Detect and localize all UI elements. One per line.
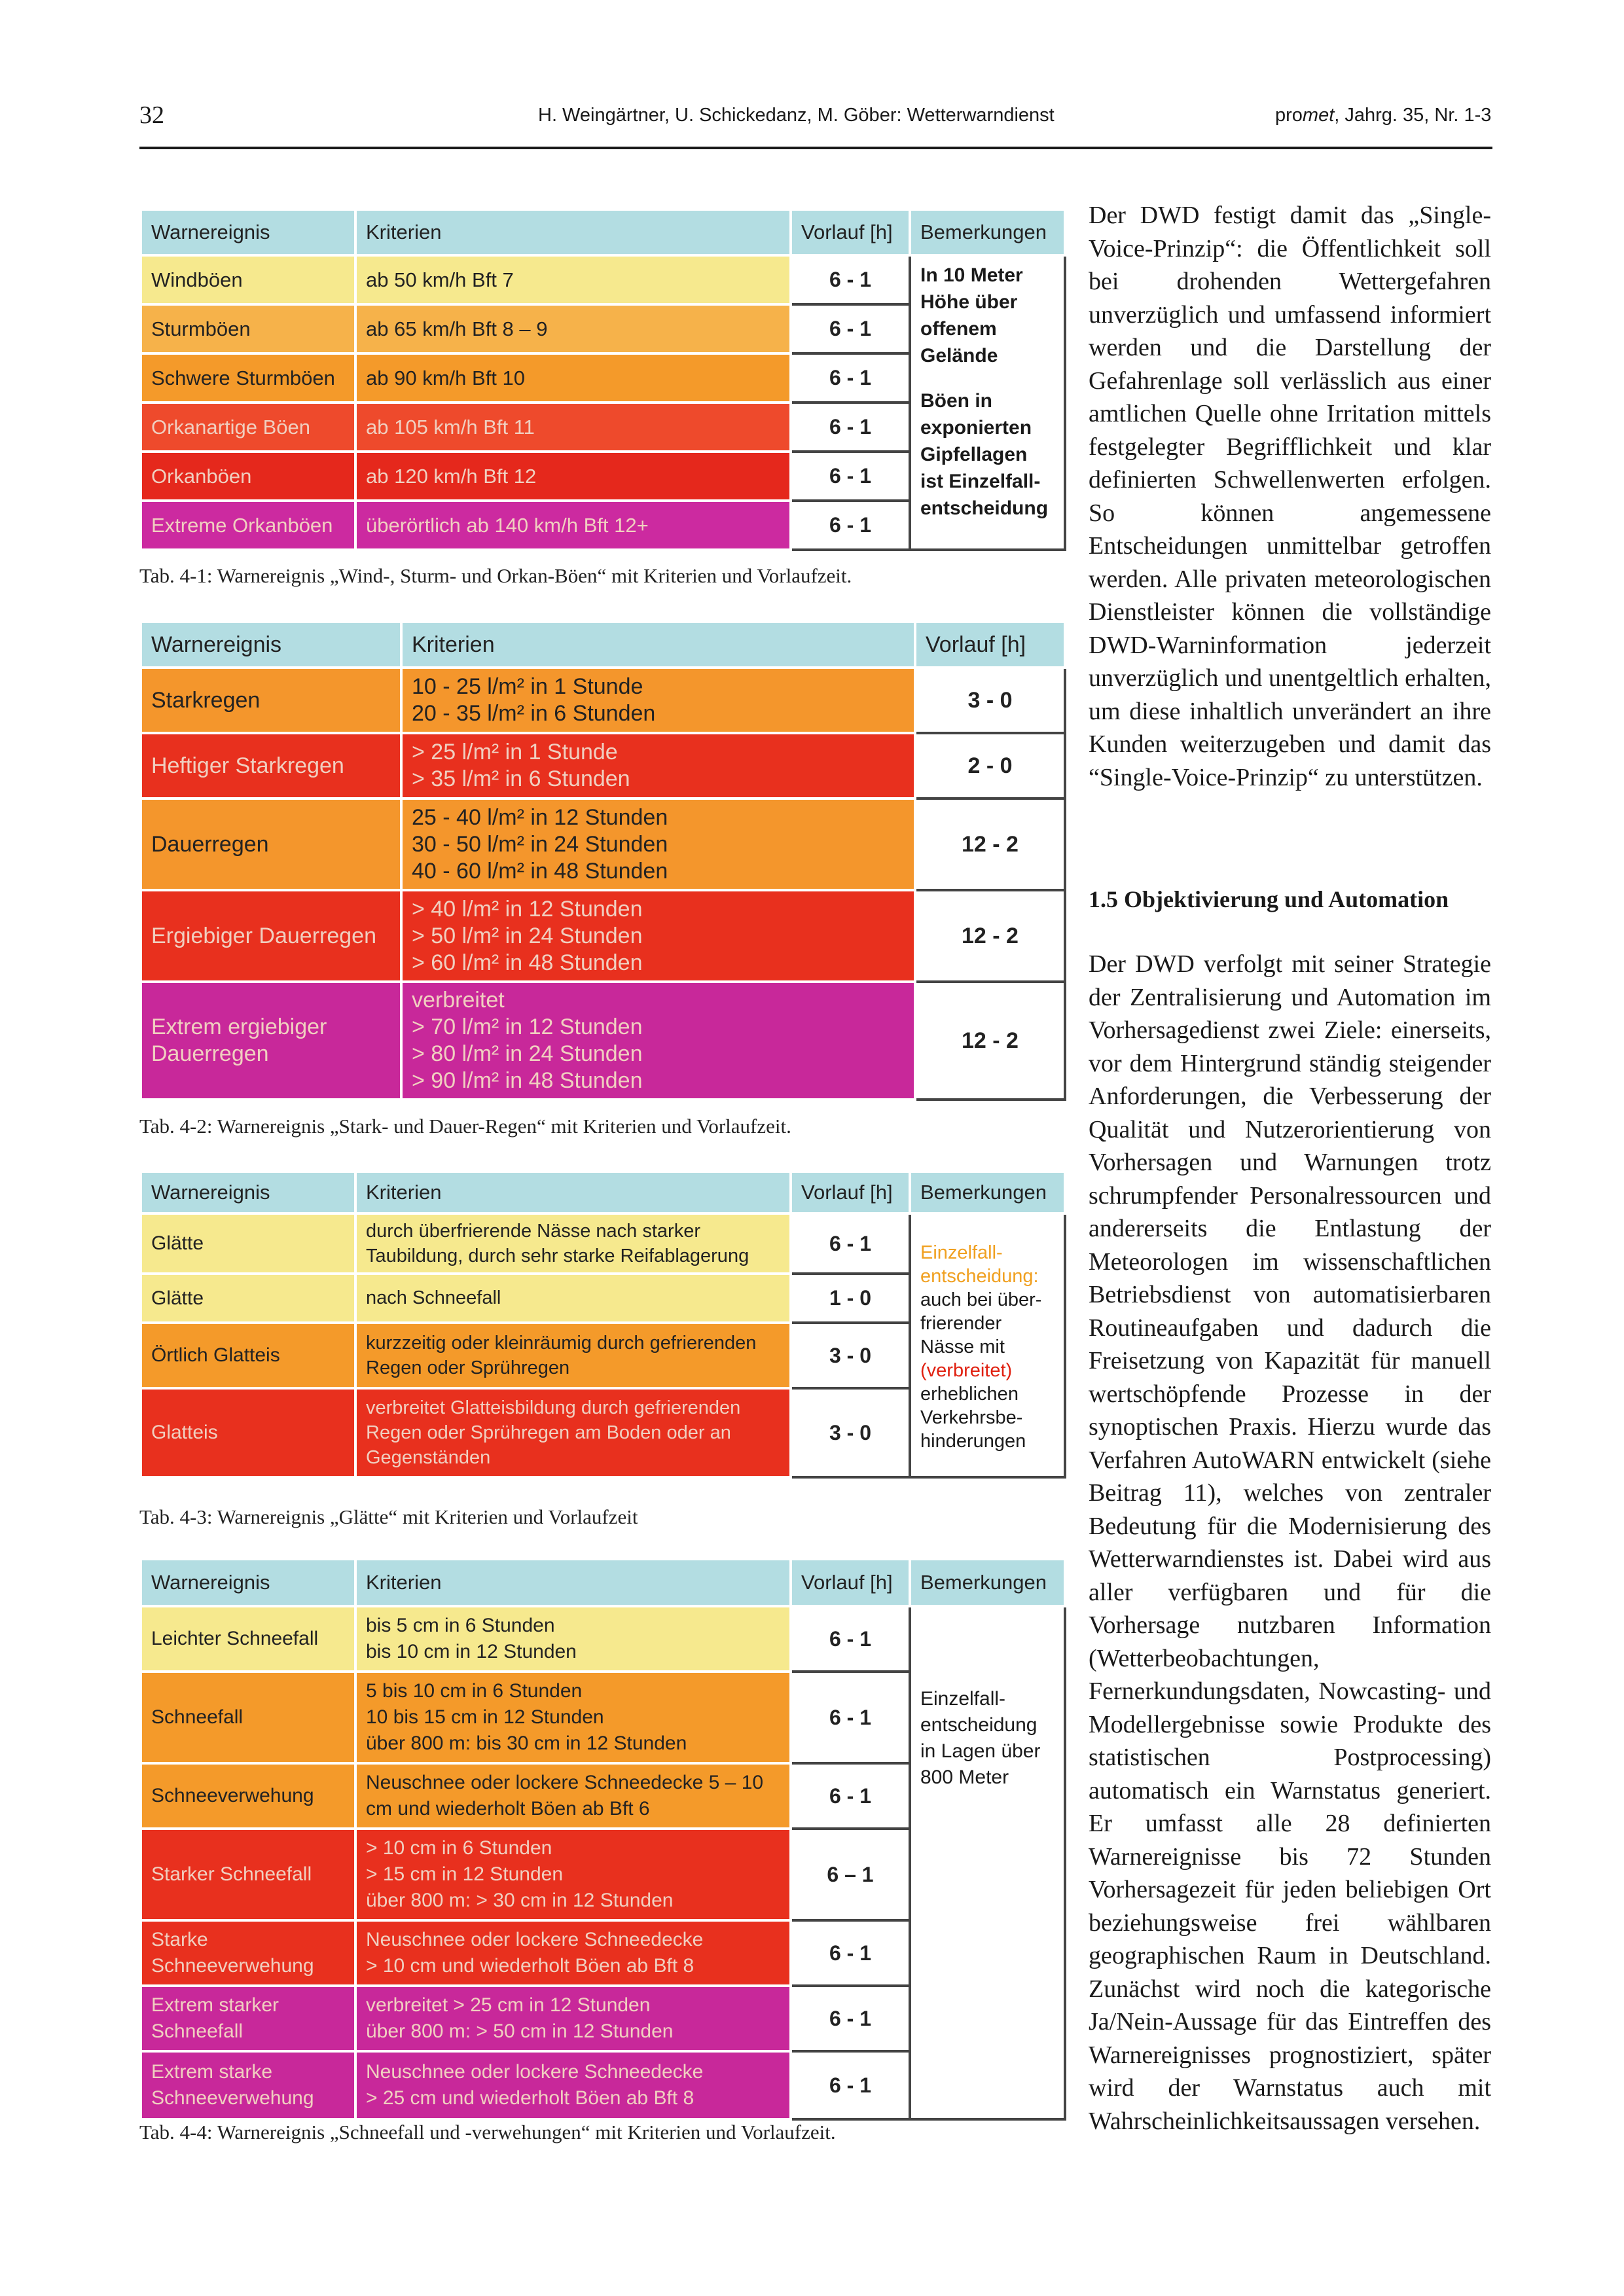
warn-criteria: Neuschnee oder lockere Schneedecke > 25 cm und wiederholt Böen ab Bft 8 [355,2051,791,2119]
table-row [141,1213,1065,1274]
lead-time: 12 - 2 [915,890,1065,982]
lead-time: 6 - 1 [791,353,910,403]
lead-time: 3 - 0 [915,668,1065,733]
lead-time: 6 - 1 [791,501,910,550]
table-row [141,733,1065,798]
lead-time: 12 - 2 [915,982,1065,1100]
warn-event: Windböen [141,255,355,304]
body-paragraph: Der DWD festigt damit das „Single-Voice-Prinzip“: die Öffentlichkeit soll bei drohenden Wettergefahren unverzüglich und umfassend informiert werden und die Darstellung der Gefahrenlage soll verlässlich aus einer amtlichen Quelle ohne Irritation mittels festgelegter Begrifflichkeit und klar definierten Schwellenwerten erfolgen. So können angemessene Entscheidungen unmittelbar getroffen werden. Alle privaten meteorologischen Dienstleister können die vollständige DWD-Warninformation jederzeit unverzüglich und unentgeltlich erhalten, um diese inhaltlich unverändert an ihre Kunden weiterzugeben und damit das “Single-Voice-Prinzip“ zu unterstützen. [1089,202,1491,791]
table-header: Kriterien [355,1172,791,1213]
journal-reference: promet, Jahrg. 35, Nr. 1-3 [1275,105,1492,126]
warn-criteria: kurzzeitig oder kleinräumig durch gefrierenden Regen oder Sprühregen [355,1323,791,1388]
lead-time: 6 - 1 [791,1986,910,2051]
warn-criteria: nach Schneefall [355,1274,791,1323]
running-authors: H. Weingärtner, U. Schickedanz, M. Göber: Wetterwarndienst [538,105,1055,126]
lead-time: 3 - 0 [791,1323,910,1388]
lead-time: 12 - 2 [915,798,1065,890]
warn-criteria: ab 90 km/h Bft 10 [355,353,791,403]
warn-event: Extrem starke Schneeverwehung [141,2051,355,2119]
warn-event: Extrem starker Schneefall [141,1986,355,2051]
remark-text: auch bei über-frierender Nässe mit [920,1289,1042,1357]
warn-event: Leichter Schneefall [141,1606,355,1672]
lead-time: 6 - 1 [791,1920,910,1986]
page-header [0,98,1624,144]
table-header: Warnereignis [141,1172,355,1213]
warn-event: Glatteis [141,1388,355,1477]
lead-time: 6 - 1 [791,304,910,353]
table-wind [139,208,1066,551]
warn-event: Dauerregen [141,798,401,890]
warn-event: Schneeverwehung [141,1763,355,1829]
table-header: Warnereignis [141,1559,355,1606]
warn-event: Ergiebiger Dauerregen [141,890,401,982]
warn-criteria: 25 - 40 l/m² in 12 Stunden 30 - 50 l/m² in 24 Stunden 40 - 60 l/m² in 48 Stunden [401,798,915,890]
warn-event: Orkanböen [141,452,355,501]
remarks-cell [910,255,1065,550]
table-row [141,255,1065,304]
warn-event: Schneefall [141,1672,355,1763]
warn-event: Glätte [141,1213,355,1274]
table-caption: Tab. 4-2: Warnereignis „Stark- und Dauer-Regen“ mit Kriterien und Vorlaufzeit. [139,1115,791,1138]
warn-criteria: überörtlich ab 140 km/h Bft 12+ [355,501,791,550]
table-caption: Tab. 4-3: Warnereignis „Glätte“ mit Kriterien und Vorlaufzeit [139,1505,638,1528]
remark-text: Einzelfall-entscheidung: [920,1242,1039,1287]
table-snow [139,1558,1066,2121]
table-header: Kriterien [355,209,791,255]
warn-event: Örtlich Glatteis [141,1323,355,1388]
warn-criteria: bis 5 cm in 6 Stunden bis 10 cm in 12 Stunden [355,1606,791,1672]
table-ice [139,1170,1066,1479]
warn-criteria: Neuschnee oder lockere Schneedecke 5 – 10 cm und wiederholt Böen ab Bft 6 [355,1763,791,1829]
warn-event: Orkanartige Böen [141,403,355,452]
warn-event: Starkregen [141,668,401,733]
table-row [141,982,1065,1100]
warn-criteria: durch überfrierende Nässe nach starker Taubildung, durch sehr starke Reifablagerung [355,1213,791,1274]
table-row [141,798,1065,890]
warn-criteria: verbreitet > 25 cm in 12 Stunden über 800 m: > 50 cm in 12 Stunden [355,1986,791,2051]
remarks-cell [910,1606,1065,2119]
warn-criteria: ab 105 km/h Bft 11 [355,403,791,452]
warn-event: Glätte [141,1274,355,1323]
table-header: Vorlauf [h] [915,622,1065,668]
table-caption: Tab. 4-4: Warnereignis „Schneefall und -verwehungen“ mit Kriterien und Vorlaufzeit. [139,2121,836,2144]
warn-criteria: ab 65 km/h Bft 8 – 9 [355,304,791,353]
warn-criteria: > 25 l/m² in 1 Stunde > 35 l/m² in 6 Stunden [401,733,915,798]
table-row [141,890,1065,982]
lead-time: 6 - 1 [791,1763,910,1829]
table-header: Vorlauf [h] [791,209,910,255]
warn-criteria: 5 bis 10 cm in 6 Stunden 10 bis 15 cm in 12 Stunden über 800 m: bis 30 cm in 12 Stunden [355,1672,791,1763]
page-number: 32 [139,101,164,129]
table-caption: Tab. 4-1: Warnereignis „Wind-, Sturm- und Orkan-Böen“ mit Kriterien und Vorlaufzeit. [139,564,852,587]
warn-criteria: > 10 cm in 6 Stunden > 15 cm in 12 Stunden über 800 m: > 30 cm in 12 Stunden [355,1829,791,1920]
warn-criteria: verbreitet Glatteisbildung durch gefrierenden Regen oder Sprühregen am Boden oder an Gegenständen [355,1388,791,1477]
table-header: Kriterien [401,622,915,668]
lead-time: 6 – 1 [791,1829,910,1920]
header-rule [139,147,1492,149]
table-header: Warnereignis [141,622,401,668]
table-header: Vorlauf [h] [791,1172,910,1213]
warn-event: Heftiger Starkregen [141,733,401,798]
remark-text: Einzelfall-entscheidung in Lagen über 800 Meter [920,1688,1041,1788]
lead-time: 6 - 1 [791,255,910,304]
lead-time: 6 - 1 [791,403,910,452]
warn-criteria: Neuschnee oder lockere Schneedecke > 10 cm und wiederholt Böen ab Bft 8 [355,1920,791,1986]
remarks-cell [910,1213,1065,1477]
section-heading: 1.5 Objektivierung und Automation [1089,886,1449,912]
table-header: Warnereignis [141,209,355,255]
warn-event: Extreme Orkanböen [141,501,355,550]
remark-text: In 10 Meter Höhe über offenem Gelände [920,264,1023,367]
warn-criteria: ab 120 km/h Bft 12 [355,452,791,501]
lead-time: 6 - 1 [791,1672,910,1763]
lead-time: 6 - 1 [791,1606,910,1672]
lead-time: 2 - 0 [915,733,1065,798]
warn-criteria: 10 - 25 l/m² in 1 Stunde 20 - 35 l/m² in 6 Stunden [401,668,915,733]
table-header: Bemerkungen [910,209,1065,255]
warn-criteria: ab 50 km/h Bft 7 [355,255,791,304]
remark-text: (verbreitet) [920,1360,1013,1381]
warn-event: Schwere Sturmböen [141,353,355,403]
lead-time: 6 - 1 [791,1213,910,1274]
lead-time: 6 - 1 [791,452,910,501]
table-row [141,668,1065,733]
body-paragraph: Der DWD verfolgt mit seiner Strategie der Zentralisierung und Automation im Vorhersagedienst zwei Ziele: einerseits, vor dem Hintergrund ständig steigender Anforderungen, die Verbesserung der Qualität und Nutzerorientierung von Vorhersagen und Warnungen trotz schrumpfender Personalressourcen und andererseits die Entlastung der Meteorologen im wissenschaftlichen Betriebsdienst von automatisierbaren Routineaufgaben und dadurch die Freisetzung von Kapazität für manuell wertschöpfende Prozesse in der synoptischen Praxis. Hierzu wurde das Verfahren AutoWARN entwickelt (siehe Beitrag 11), welches von zentraler Bedeutung für die Modernisierung des Wetterwarndienstes ist. Dabei wird aus aller verfügbaren und für die Vorhersage nutzbaren Information (Wetterbeobachtungen, Fernerkundungsdaten, Nowcasting- und Modellergebnisse sowie Produkte des statistischen Postprocessing) automatisch ein Warnstatus generiert. Er umfasst alle 28 definierten Warnereignisse bis 72 Stunden Vorhersagezeit für jeden beliebigen Ort beziehungsweise frei wählbaren geographischen Raum in Deutschland. Zunächst wird noch die kategorische Ja/Nein-Aussage für das Eintreffen des Warnereignisses prognostiziert, später wird der Warnstatus auch mit Wahrscheinlichkeitsaussagen versehen. [1089,950,1491,2135]
warn-criteria: verbreitet > 70 l/m² in 12 Stunden > 80 l/m² in 24 Stunden > 90 l/m² in 48 Stunden [401,982,915,1100]
table-header: Kriterien [355,1559,791,1606]
remark-text: Böen in exponierten Gipfellagen ist Einzelfall-entscheidung [920,390,1049,519]
warn-event: Starke Schneeverwehung [141,1920,355,1986]
lead-time: 6 - 1 [791,2051,910,2119]
warn-criteria: > 40 l/m² in 12 Stunden > 50 l/m² in 24 Stunden > 60 l/m² in 48 Stunden [401,890,915,982]
table-header: Vorlauf [h] [791,1559,910,1606]
table-header: Bemerkungen [910,1172,1065,1213]
lead-time: 3 - 0 [791,1388,910,1477]
warn-event: Extrem ergiebiger Dauerregen [141,982,401,1100]
lead-time: 1 - 0 [791,1274,910,1323]
remark-text: erheblichen Verkehrsbe-hinderungen [920,1384,1026,1452]
table-rain [139,620,1066,1101]
table-header: Bemerkungen [910,1559,1065,1606]
warn-event: Sturmböen [141,304,355,353]
warn-event: Starker Schneefall [141,1829,355,1920]
table-row [141,1606,1065,1672]
